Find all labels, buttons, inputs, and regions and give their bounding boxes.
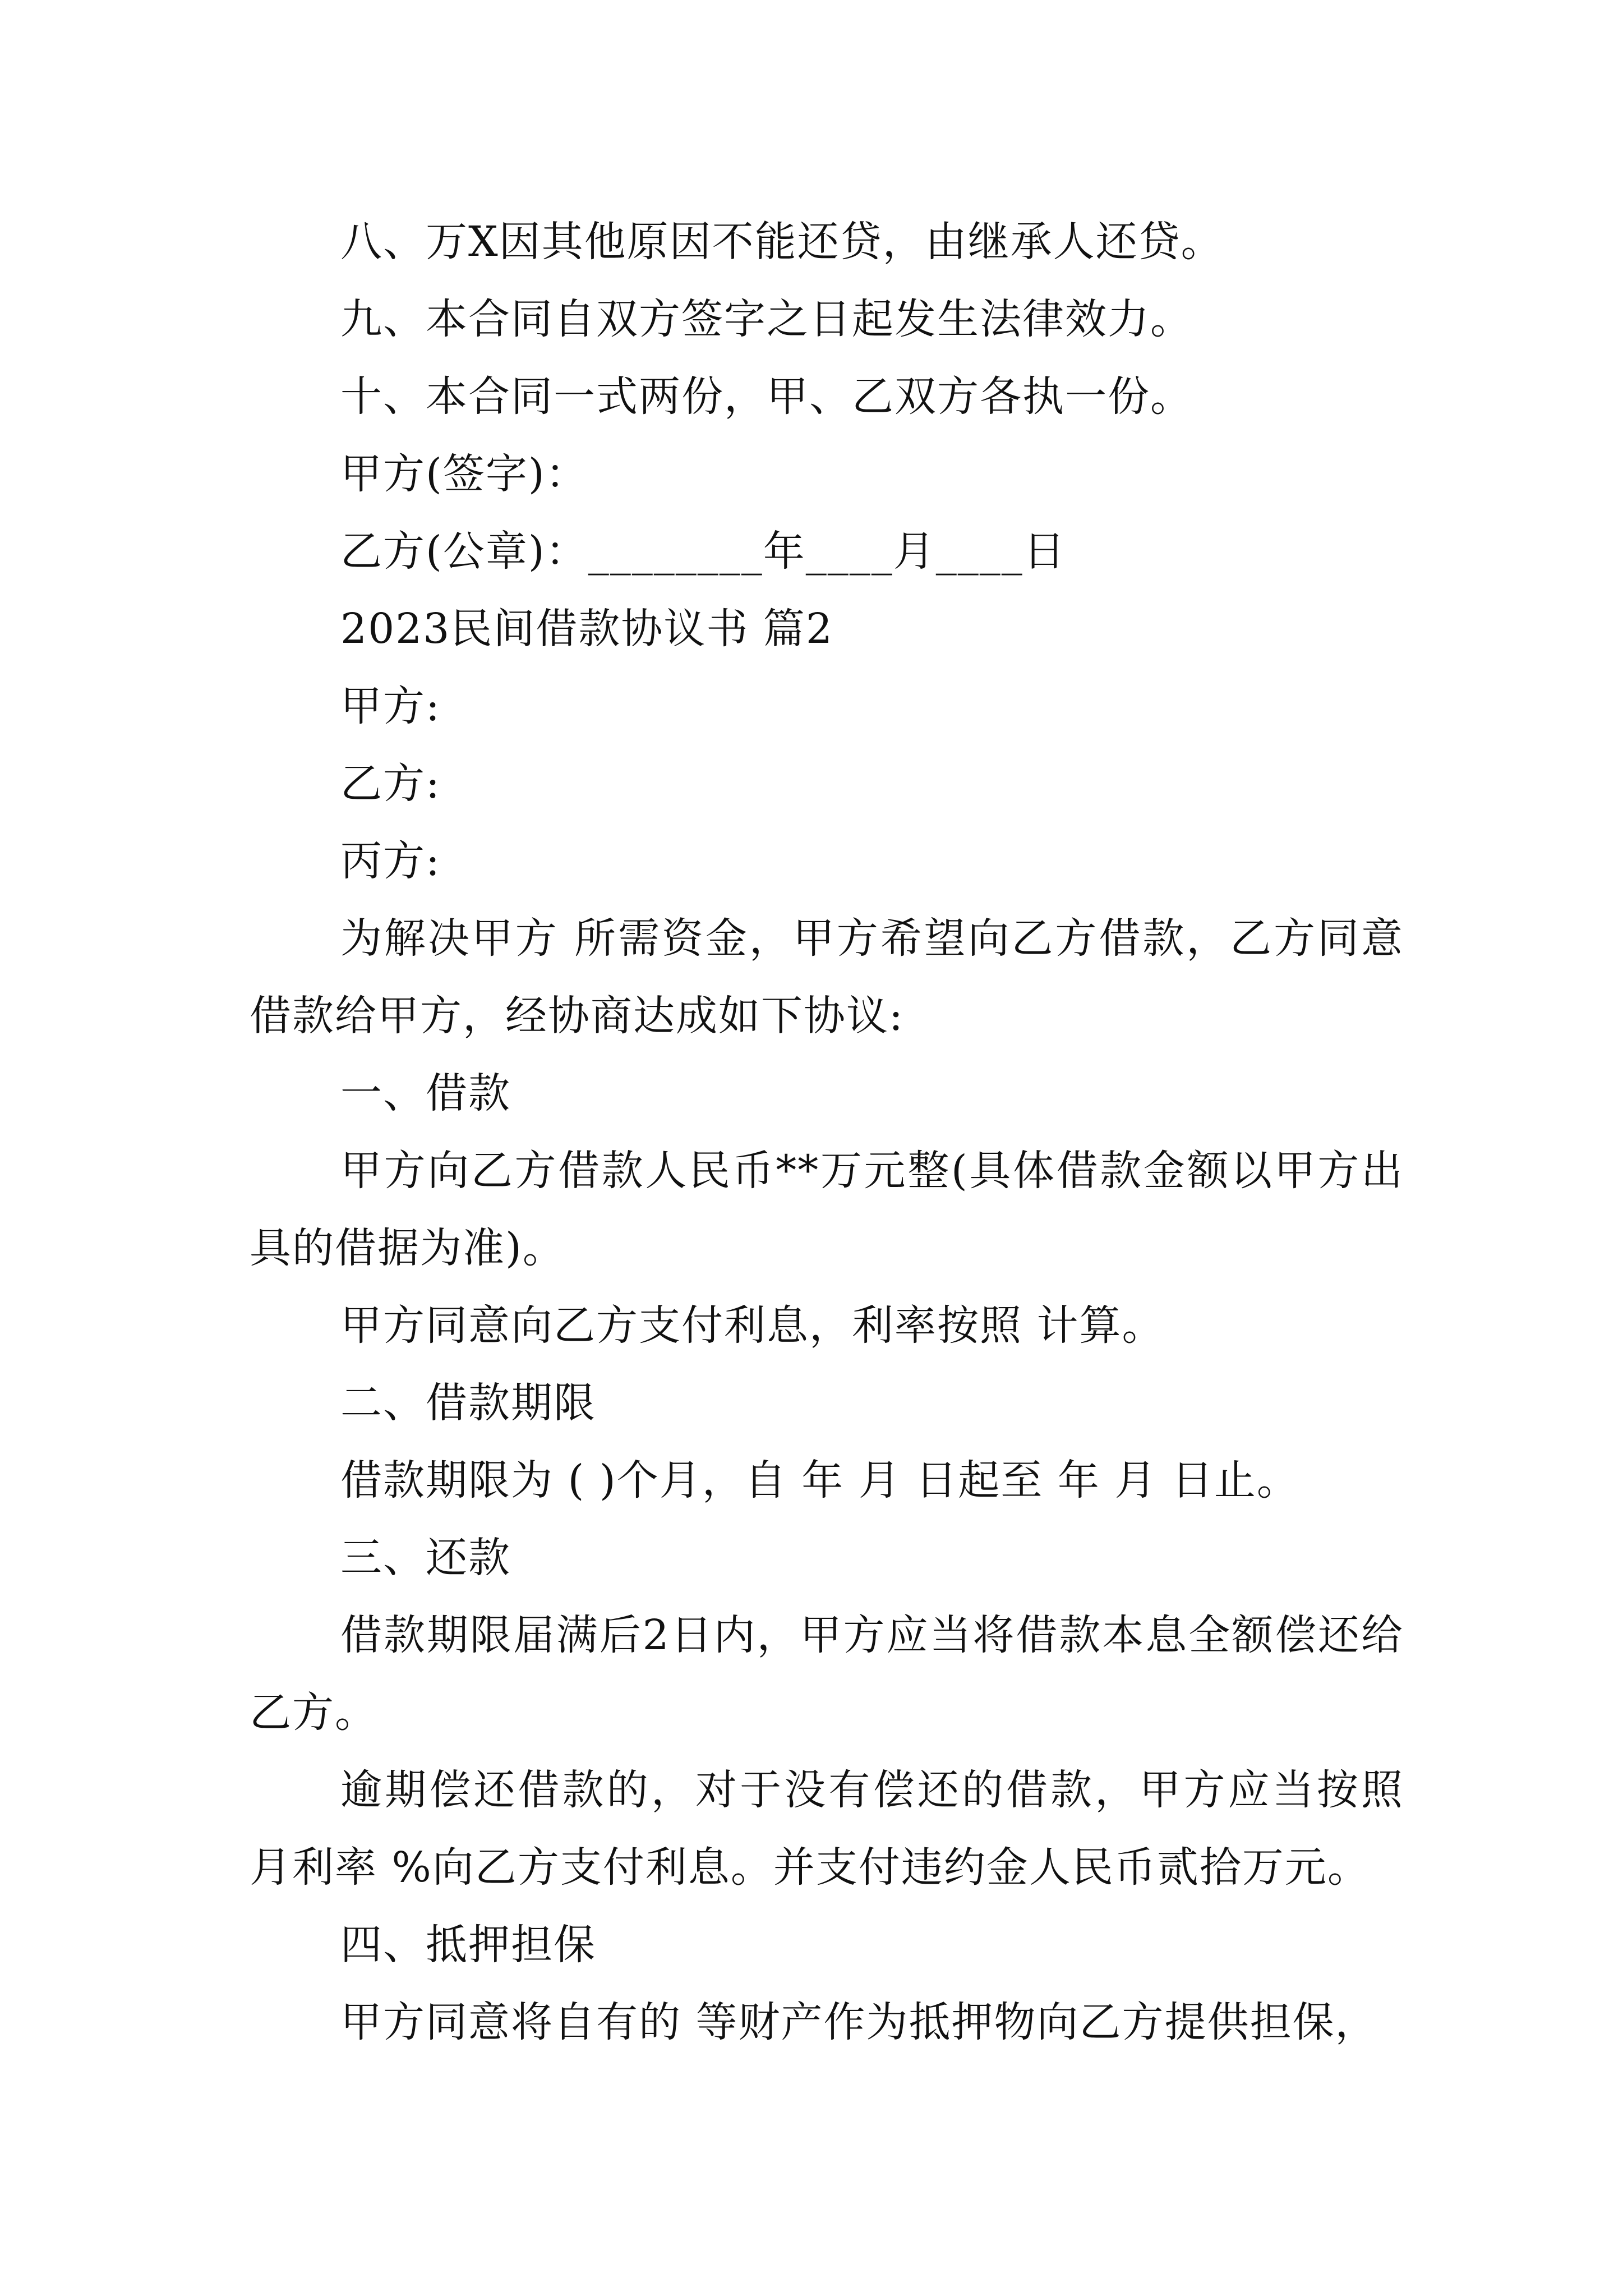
clause-10: 十、本合同一式两份，甲、乙双方各执一份。 <box>340 372 1193 421</box>
clause-8: 八、万X因其他原因不能还贷，由继承人还贷。 <box>340 218 1224 266</box>
party-a-signature-line: 甲方(签字)： <box>340 450 588 498</box>
clause-9: 九、本合同自双方签字之日起发生法律效力。 <box>340 295 1193 343</box>
heading-repayment: 三、还款 <box>340 1534 511 1582</box>
loan-amount-paragraph: 甲方向乙方借款人民币**万元整(具体借款金额以甲方出具的借据为准)。 <box>250 1147 1404 1272</box>
heading-loan-term: 二、借款期限 <box>340 1379 596 1427</box>
heading-loan: 一、借款 <box>340 1069 511 1117</box>
party-b-seal-date-line: 乙方(公章)：________年____月____日 <box>340 527 1066 576</box>
party-b-label: 乙方: <box>340 760 441 808</box>
section-title: 2023民间借款协议书 篇2 <box>340 605 833 653</box>
party-c-label: 丙方: <box>340 837 441 885</box>
party-a-label: 甲方: <box>340 682 441 730</box>
overdue-paragraph: 逾期偿还借款的，对于没有偿还的借款，甲方应当按照月利率 %向乙方支付利息。并支付违约金人民币贰拾万元。 <box>250 1766 1404 1892</box>
heading-mortgage-guarantee: 四、抵押担保 <box>340 1921 596 1969</box>
loan-term-paragraph: 借款期限为 ( )个月，自 年 月 日起至 年 月 日止。 <box>340 1456 1299 1504</box>
repayment-paragraph: 借款期限届满后2日内，甲方应当将借款本息全额偿还给乙方。 <box>250 1611 1404 1737</box>
interest-paragraph: 甲方同意向乙方支付利息，利率按照 计算。 <box>340 1301 1165 1350</box>
document-body <box>250 203 1404 2061</box>
preamble-paragraph: 为解决甲方 所需资金，甲方希望向乙方借款，乙方同意借款给甲方，经协商达成如下协议: <box>250 914 1404 1040</box>
mortgage-paragraph: 甲方同意将自有的 等财产作为抵押物向乙方提供担保， <box>340 1998 1378 2046</box>
